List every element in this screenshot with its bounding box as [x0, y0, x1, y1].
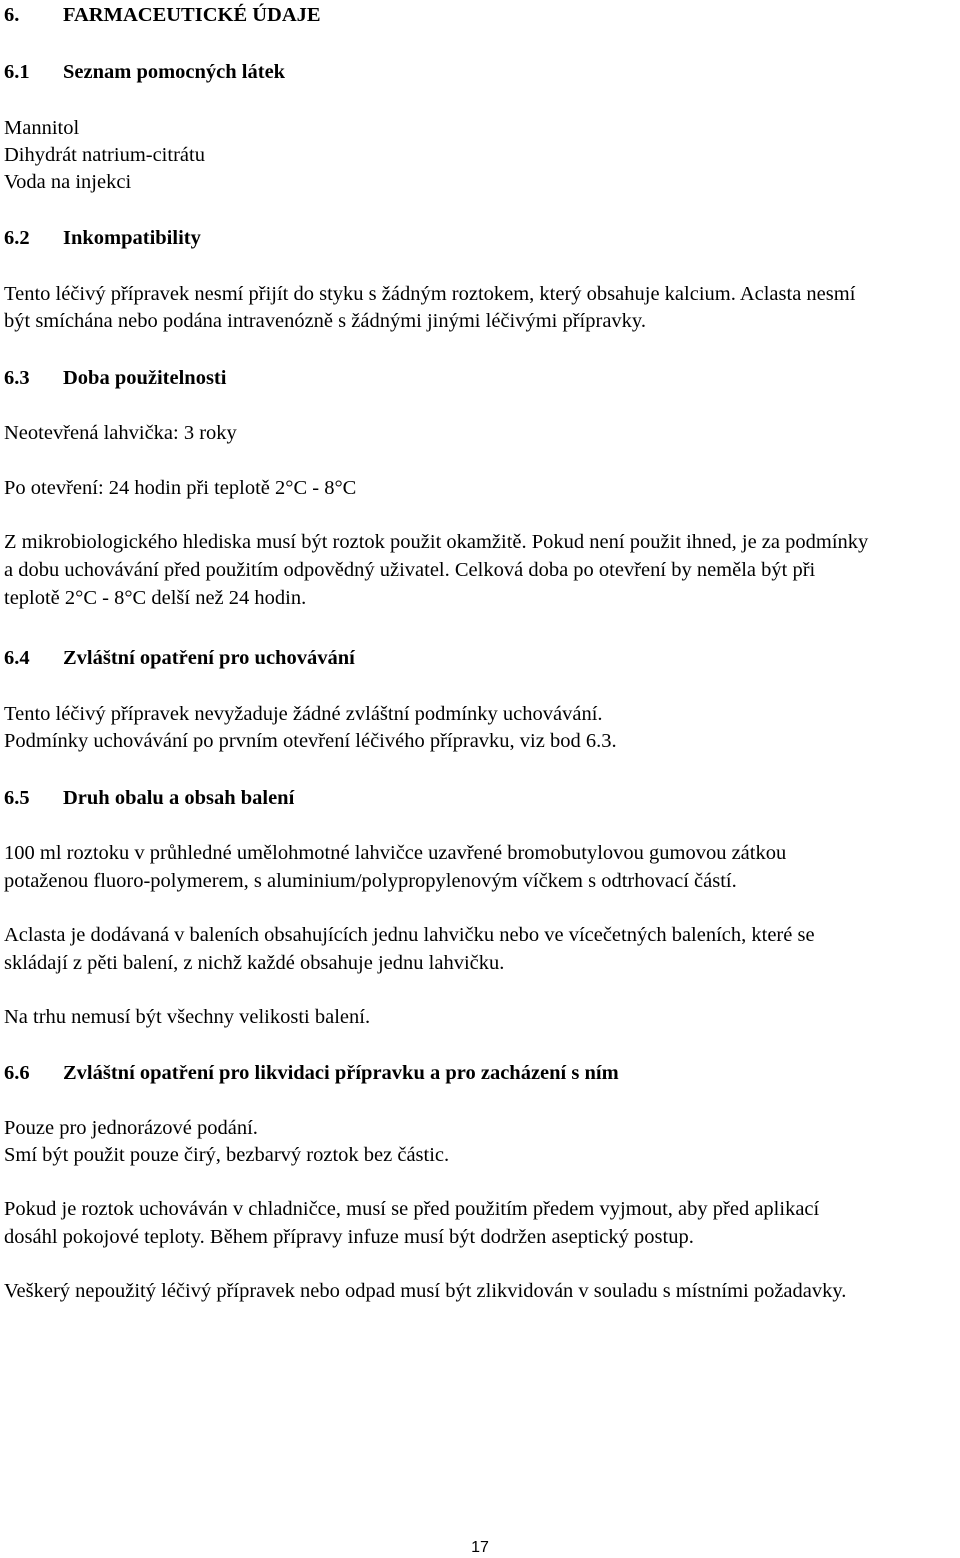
- paragraph-line: Pokud je roztok uchováván v chladničce, musí se před použitím předem vyjmout, aby před aplikací: [4, 1198, 820, 1220]
- subsection-title: Druh obalu a obsah balení: [63, 787, 295, 809]
- paragraph-line: být smíchána nebo podána intravenózně s žádnými jinými léčivými přípravky.: [4, 310, 646, 332]
- paragraph-line: 100 ml roztoku v průhledné umělohmotné lahvičce uzavřené bromobutylovou gumovou zátkou: [4, 842, 787, 864]
- paragraph-line: potaženou fluoro-polymerem, s aluminium/polypropylenovým víčkem s odtrhovací částí.: [4, 870, 737, 892]
- shelf-life-unopened: Neotevřená lahvička: 3 roky: [4, 422, 237, 444]
- paragraph-line: Podmínky uchovávání po prvním otevření léčivého přípravku, viz bod 6.3.: [4, 730, 617, 752]
- paragraph-line: Aclasta je dodávaná v baleních obsahujících jednu lahvičku nebo ve vícečetných baleních, které se: [4, 924, 815, 946]
- subsection-title: Seznam pomocných látek: [63, 61, 286, 83]
- paragraph-line: dosáhl pokojové teploty. Během přípravy infuze musí být dodržen aseptický postup.: [4, 1226, 694, 1248]
- paragraph-line: Veškerý nepoužitý léčivý přípravek nebo odpad musí být zlikvidován v souladu s místními požadavky.: [4, 1280, 847, 1302]
- section-title: FARMACEUTICKÉ ÚDAJE: [63, 4, 321, 26]
- subsection-number: 6.1: [4, 61, 30, 83]
- subsection-heading-6-5: [4, 786, 294, 810]
- subsection-number: 6.3: [4, 367, 30, 389]
- paragraph-line: Pouze pro jednorázové podání.: [4, 1117, 258, 1139]
- subsection-heading-6-2: [4, 226, 201, 250]
- paragraph-line: teplotě 2°C - 8°C delší než 24 hodin.: [4, 587, 307, 609]
- section-heading: [4, 3, 321, 27]
- paragraph-line: Tento léčivý přípravek nevyžaduje žádné zvláštní podmínky uchovávání.: [4, 703, 603, 725]
- subsection-title: Inkompatibility: [63, 227, 201, 249]
- excipient-item: Voda na injekci: [4, 171, 132, 193]
- paragraph-line: a dobu uchovávání před použitím odpovědný uživatel. Celková doba po otevření by neměla být při: [4, 559, 816, 581]
- paragraph-line: Na trhu nemusí být všechny velikosti balení.: [4, 1006, 371, 1028]
- subsection-heading-6-3: [4, 366, 226, 390]
- subsection-heading-6-6: [4, 1061, 619, 1085]
- excipient-item: Mannitol: [4, 117, 80, 139]
- paragraph-line: Tento léčivý přípravek nesmí přijít do styku s žádným roztokem, který obsahuje kalcium. Aclasta nesmí: [4, 283, 856, 305]
- paragraph-line: skládají z pěti balení, z nichž každé obsahuje jednu lahvičku.: [4, 952, 505, 974]
- subsection-number: 6.2: [4, 227, 30, 249]
- subsection-number: 6.4: [4, 647, 30, 669]
- subsection-title: Doba použitelnosti: [63, 367, 227, 389]
- shelf-life-opened: Po otevření: 24 hodin při teplotě 2°C - 8°C: [4, 477, 357, 499]
- paragraph-line: Smí být použit pouze čirý, bezbarvý roztok bez částic.: [4, 1144, 450, 1166]
- subsection-number: 6.6: [4, 1062, 30, 1084]
- subsection-heading-6-4: [4, 646, 355, 670]
- page-number: 17: [471, 1539, 489, 1556]
- subsection-heading-6-1: [4, 60, 285, 84]
- section-number: 6.: [4, 4, 20, 26]
- subsection-title: Zvláštní opatření pro likvidaci přípravku a pro zacházení s ním: [63, 1062, 619, 1084]
- subsection-title: Zvláštní opatření pro uchovávání: [63, 647, 355, 669]
- subsection-number: 6.5: [4, 787, 30, 809]
- paragraph-line: Z mikrobiologického hlediska musí být roztok použit okamžitě. Pokud není použit ihned, je za podmínky: [4, 531, 869, 553]
- excipient-item: Dihydrát natrium-citrátu: [4, 144, 205, 166]
